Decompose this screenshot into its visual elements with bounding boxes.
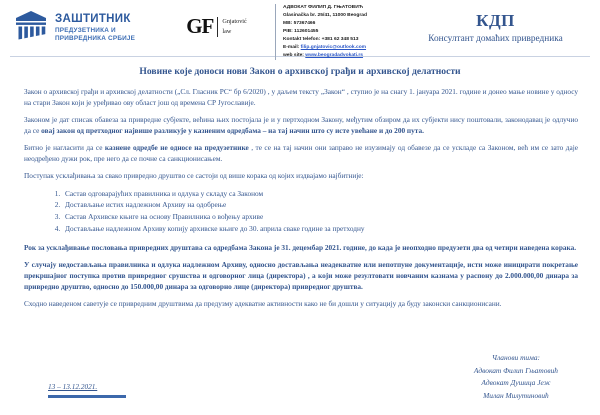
gf-divider (217, 17, 218, 37)
zastitnik-logo-block (14, 4, 164, 46)
contact-phone-value: +381 62 348 513 (321, 36, 359, 42)
document-date: 13 – 13.12.2021. (48, 382, 98, 391)
signature-members (474, 365, 558, 403)
paragraph-steps-intro (24, 170, 578, 181)
document-header (0, 0, 600, 56)
step-item: 1. Састав одговарајућих правилника и одлука у складу са Законом (62, 188, 578, 200)
text-emphasis: овај закон од претходног највише разликује у казненим одредбама – на тај начин што су исте увећане и до 200 пута. (41, 126, 424, 136)
text-run: , те се на тај начин они заправо не изузимају од обавезе да се ускладе са Законом, већ им се зато даје неодређено дужи рок, пре него да се почне са санкционисањем. (24, 143, 578, 164)
text-emphasis: казнене одредбе не односе на предузетнике (104, 143, 249, 153)
pillar-icon (14, 10, 48, 46)
contact-info-block (275, 4, 401, 60)
paragraphs-before-list (24, 86, 578, 182)
signature-member: Адвокат Филип Гњатовић (473, 365, 558, 375)
zastitnik-text-block (55, 13, 135, 42)
paragraph-deadline (24, 242, 578, 253)
text-run: Сходно наведеном саветује се привредним друштвима да предузму адекватне активности како не би дошли у ситуацију да буду законски санкционисани. (24, 299, 502, 309)
paragraph-penalties (24, 259, 578, 292)
kdp-block (401, 4, 590, 44)
paragraphs-after-list (24, 242, 578, 309)
contact-pib-label: PIB: (283, 28, 293, 34)
contact-email (283, 44, 401, 52)
date-underline-bar (48, 395, 126, 398)
zastitnik-subtitle (55, 27, 135, 43)
contact-email-link[interactable]: filip.gnjatovic@outlook.com (300, 44, 367, 50)
gf-name-line1: Gnjatović (222, 18, 247, 26)
gf-logo (186, 16, 247, 37)
gf-logo-block (164, 4, 269, 37)
text-run: Закон о архивској грађи и архивској делатности („Сл. Гласник РС“ бр 6/2020) , у даљем тексту „Закон“ , ступио је на снагу 1. јануара 2021. године и донео мање новине у односу на стари Закон који је уређивао ову област још од времена СР Југославије. (24, 87, 578, 108)
contact-email-label: E-mail: (283, 44, 300, 50)
contact-website (283, 52, 401, 60)
zastitnik-subtitle-line1: ПРЕДУЗЕТНИКА И (55, 26, 116, 34)
kdp-title: КДП (476, 11, 515, 30)
gf-name (222, 17, 246, 36)
contact-phone-label: Kontakt telefon: (283, 36, 321, 42)
contact-pib (283, 28, 401, 36)
gf-monogram: GF (186, 14, 214, 38)
paragraph-intro (24, 86, 578, 108)
text-run: Поступак усклађивања за свако привредно друштво се састоји од више корака од којих издвајамо најбитније: (24, 171, 364, 181)
contact-website-link[interactable]: www.beogradadvokati.rs (305, 52, 364, 58)
signature-member: Адвокат Душица Јеж (481, 378, 551, 388)
steps-list (24, 188, 578, 235)
zastitnik-title: ЗАШТИТНИК (55, 13, 131, 26)
signature-block (474, 352, 558, 403)
kdp-subtitle: Консултант домаћих привредника (428, 33, 563, 44)
step-item: 4. Достављање надлежном Архиву копију архивске књиге до 30. априла сваке године за претходну (62, 223, 578, 235)
contact-phone (283, 36, 401, 44)
step-item: 3. Састав Архивске књиге на основу Правилника о вођењу архиве (62, 211, 578, 223)
signature-heading: Чланови тима: (491, 353, 540, 362)
paragraph-obligations (24, 114, 578, 136)
text-emphasis: У случају недостављања правилника и одлука надлежном Архиву, односно достављања неадекватне или непотпуне документације, исти може иницирати покретање прекршајног поступка против привредног срушства и одговорног лица (директора) , а који може резултовати новчаним казнама у распону до 2.000.000,00 динара за привредно друштво, односно до 150.000,00 динара за одговорно лице (директора) привредног друштва. (24, 259, 578, 292)
contact-website-label: web site: (283, 52, 304, 58)
text-emphasis: Рок за усклађивање пословања привредних друштава са одредбама Закона је 31. децембар 2021. године, до када је неопходно предузети два од четири наведена корака. (24, 242, 577, 252)
document-title: Новине које доноси нови Закон о архивској грађи и архивској делатности (139, 66, 461, 77)
contact-name: АДВОКАТ ФИЛИП Д. ГЊАТОВИЋ (283, 5, 363, 10)
text-run: Битно је нагласити да се (24, 143, 105, 153)
signature-member: Милан Милутиновић (483, 391, 549, 401)
contact-pib-value: 112601455 (294, 28, 319, 34)
date-block (48, 382, 126, 398)
contact-mb-label: MB: (283, 20, 293, 26)
document-body (0, 86, 600, 309)
zastitnik-subtitle-line2: ПРИВРЕДНИКА СРБИЈЕ (55, 34, 136, 42)
gf-name-line2: law (222, 27, 232, 35)
text-run: Законом је дат списак обавеза за привредне субјекте, већина њих постојала је и у пертходном Закону, међутим обзиром да их субјекти нису поштовали, законодавац је одлучио да се (24, 115, 578, 136)
contact-mb (283, 20, 401, 28)
paragraph-advice (24, 298, 578, 309)
step-item: 2. Достављање истих надлежном Архиву на одобрење (62, 199, 578, 211)
contact-address: Glasinačka br. 25/41, 11000 Beograd (283, 12, 368, 18)
contact-mb-value: 57367466 (293, 20, 316, 26)
paragraph-entrepreneurs (24, 142, 578, 164)
